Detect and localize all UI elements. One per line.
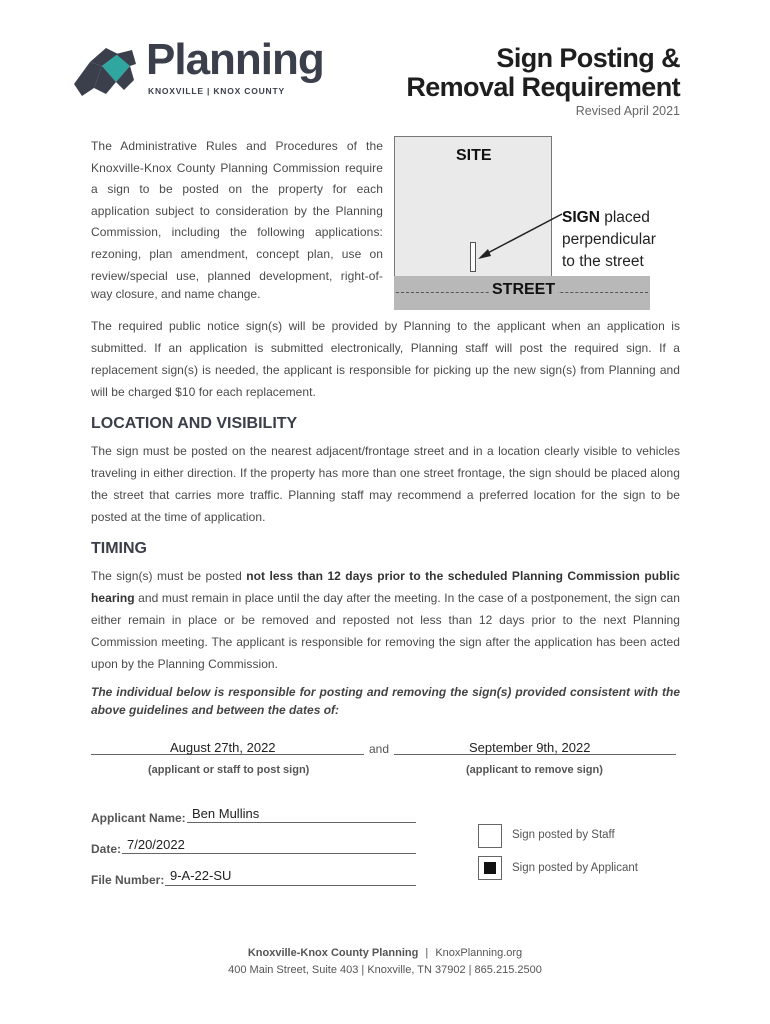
footer-address: 400 Main Street, Suite 403 | Knoxville, TN 37902 | 865.215.2500 <box>228 964 542 976</box>
remove-date-value[interactable]: September 9th, 2022 <box>469 740 591 755</box>
document-title <box>406 44 680 102</box>
date-label: Date: <box>91 842 122 856</box>
footer-website[interactable]: KnoxPlanning.org <box>435 947 523 959</box>
sign-callout <box>562 207 656 273</box>
file-number-label: File Number: <box>91 873 165 887</box>
date-line <box>122 853 416 854</box>
site-label: SITE <box>456 147 492 164</box>
sign-callout-line3: to the street <box>562 253 644 270</box>
footer-org: Knoxville-Knox County Planning <box>247 947 419 959</box>
file-number-field[interactable]: 9-A-22-SU <box>170 868 232 883</box>
timing-heading: TIMING <box>91 540 147 557</box>
applicant-name-line <box>187 822 416 823</box>
applicant-checkbox[interactable] <box>478 856 502 880</box>
applicant-name-label: Applicant Name: <box>91 811 186 825</box>
footer-line-1 <box>0 947 770 959</box>
staff-checkbox[interactable] <box>478 824 502 848</box>
timing-text-start: The sign(s) must be posted <box>91 569 247 583</box>
intro-paragraph: The Administrative Rules and Procedures of the Knoxville-Knox County Planning Commission require a sign to be posted on the property for each application subject to consideration by the Planning Commission, including the following applications: rezoning, plan amendment, concept plan, use on review/special use, planned development, right-of- <box>91 139 383 283</box>
sign-callout-rest: placed <box>604 209 650 226</box>
file-number-line <box>165 885 416 886</box>
sign-callout-line2: perpendicular <box>562 231 656 248</box>
street-label: STREET <box>489 281 558 299</box>
logo-wordmark: Planning <box>146 35 324 84</box>
title-line-1: Sign Posting & <box>496 43 680 73</box>
post-date-value[interactable]: August 27th, 2022 <box>170 740 276 755</box>
intro-last-line: way closure, and name change. <box>91 287 261 301</box>
responsibility-note: The individual below is responsible for posting and removing the sign(s) provided consistent with the above guidelines and between the dates of: <box>91 685 680 717</box>
staff-checkbox-label: Sign posted by Staff <box>512 829 615 841</box>
timing-text-end: and must remain in place until the day after the meeting. In the case of a postponement, the sign can either remain in place or be removed and reposted not less than 12 days prior to the next Planning Commission meeting. The applicant is responsible for removing the sign after the application has been acted upon by the Planning Commission. <box>91 591 680 671</box>
applicant-checkbox-label: Sign posted by Applicant <box>512 862 638 874</box>
timing-text-bold: not less than 12 days prior to the scheduled Planning Commission public hearing <box>91 569 680 605</box>
dates-and: and <box>369 742 390 756</box>
date-field[interactable]: 7/20/2022 <box>127 837 185 852</box>
pointer-arrow-icon <box>476 212 566 262</box>
planning-logo-icon <box>72 44 138 98</box>
post-date-caption: (applicant or staff to post sign) <box>148 764 310 776</box>
notice-paragraph: The required public notice sign(s) will be provided by Planning to the applicant when an application is submitted. If an application is submitted electronically, Planning staff will post the required sign. If a replacement sign(s) is needed, the applicant is responsible for picking up the new sign(s) from Planning and will be charged $10 for each replacement. <box>91 319 680 399</box>
footer-separator: | <box>425 947 429 959</box>
timing-paragraph <box>91 565 680 675</box>
remove-date-caption: (applicant to remove sign) <box>466 764 603 776</box>
applicant-name-field[interactable]: Ben Mullins <box>192 806 260 821</box>
location-heading: LOCATION AND VISIBILITY <box>91 415 298 432</box>
revised-date: Revised April 2021 <box>575 104 680 118</box>
title-line-2: Removal Requirement <box>406 72 680 102</box>
location-paragraph: The sign must be posted on the nearest adjacent/frontage street and in a location clearly visible to vehicles traveling in either direction. If the property has more than one street frontage, the sign should be placed along the street that carries more traffic. Planning staff may recommend a preferred location for the sign to be posted at the time of application. <box>91 444 680 524</box>
logo-subtitle: KNOXVILLE | KNOX COUNTY <box>148 86 285 96</box>
sign-callout-bold: SIGN <box>562 209 600 226</box>
